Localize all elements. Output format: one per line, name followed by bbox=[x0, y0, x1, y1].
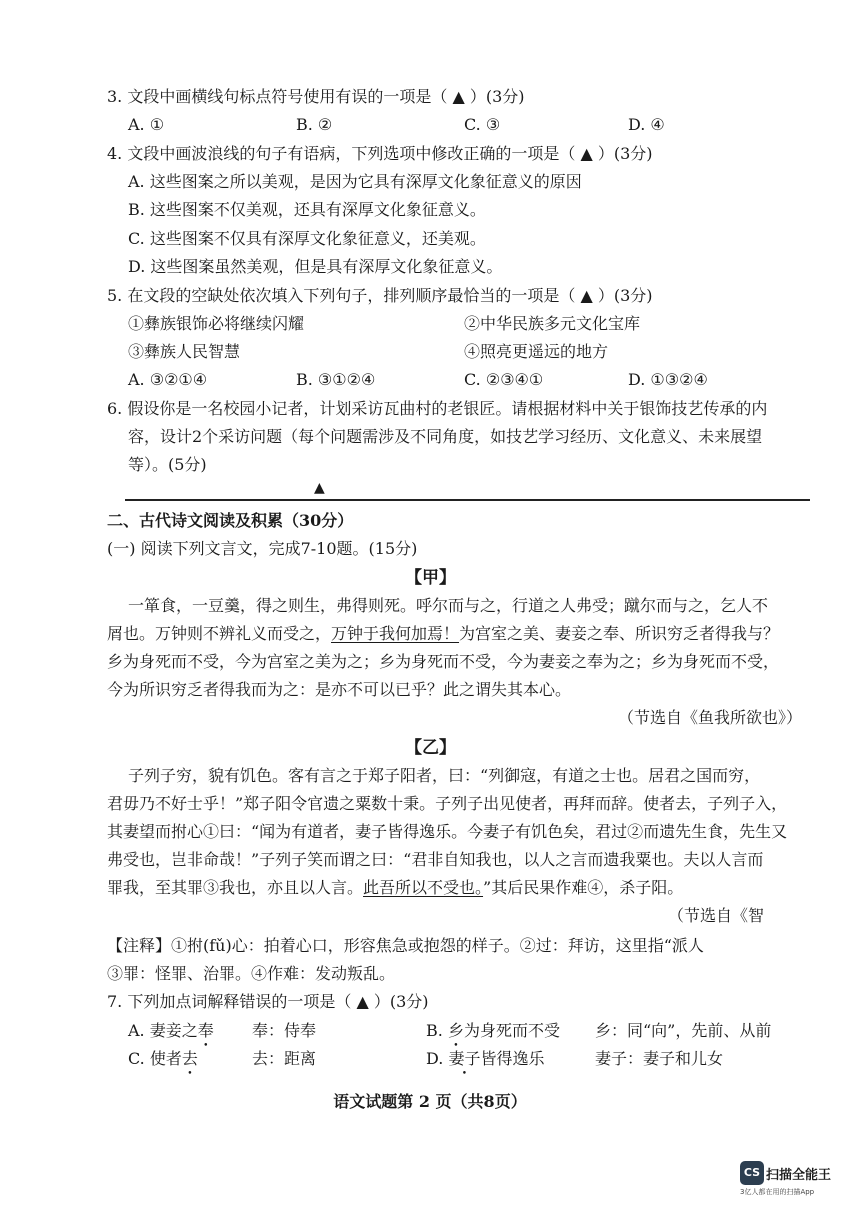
q7-a-dotted-word: 奉 bbox=[197, 1021, 214, 1040]
jia-line-2b: 为宫室之美、妻妾之奉、所识穷乏者得我与？ bbox=[459, 624, 780, 643]
q3-option-b: B. ② bbox=[296, 115, 333, 134]
q5-item-1: ①彝族银饰必将继续闪耀 bbox=[128, 314, 305, 333]
jia-line-2 bbox=[107, 623, 779, 645]
q7-option-b-explain: 乡：同“向”，先前、从前 bbox=[595, 1021, 772, 1040]
yi-underlined-sentence: 此吾所以不受也。 bbox=[363, 878, 484, 897]
answer-mark: ▲ bbox=[314, 480, 325, 496]
q5-option-c: C. ②③④① bbox=[464, 370, 544, 389]
q5-option-d: D. ①③②④ bbox=[628, 370, 708, 389]
watermark-name: 扫描全能王 bbox=[766, 1167, 832, 1183]
passage-jia-label: 【甲】 bbox=[405, 568, 456, 588]
q4-option-d: D. 这些图案虽然美观，但是具有深厚文化象征意义。 bbox=[128, 257, 503, 276]
q5-stem: 5. 在文段的空缺处依次填入下列句子，排列顺序最恰当的一项是（ ▲ ）(3分) bbox=[107, 286, 653, 305]
jia-line-2a: 屑也。万钟则不辨礼义而受之， bbox=[107, 624, 332, 643]
yi-line-1: 子列子穷，貌有饥色。客有言之于郑子阳者，曰：“列御寇，有道之士也。居君之国而穷， bbox=[128, 766, 761, 785]
q3-option-d: D. ④ bbox=[628, 115, 665, 134]
q7-option-a: A. 妻妾之奉 bbox=[128, 1021, 214, 1040]
q5-item-2: ②中华民族多元文化宝库 bbox=[464, 314, 641, 333]
q3-option-c: C. ③ bbox=[464, 115, 501, 134]
part-one-title: (一) 阅读下列文言文，完成7-10题。(15分) bbox=[107, 539, 418, 558]
yi-line-3: 其妻望而拊心①曰：“闻为有道者，妻子皆得逸乐。今妻子有饥色矣，君过②而遗先生食，先生又 bbox=[107, 822, 788, 841]
q5-item-4: ④照亮更遥远的地方 bbox=[464, 342, 609, 361]
q7-option-c-explain: 去：距离 bbox=[252, 1049, 317, 1068]
page-footer: 语文试题第 2 页（共8页） bbox=[333, 1092, 527, 1111]
yi-line-5a: 罪我，至其罪③我也，亦且以人言。 bbox=[107, 878, 364, 897]
q3-option-a: A. ① bbox=[128, 115, 165, 134]
q5-option-b: B. ③①②④ bbox=[296, 370, 376, 389]
q7-option-c: C. 使者去 bbox=[128, 1049, 198, 1068]
scanner-watermark bbox=[740, 1161, 850, 1197]
jia-line-3: 乡为身死而不受，今为宫室之美为之；乡为身死而不受，今为妻妾之奉为之；乡为身死而不受， bbox=[107, 652, 780, 671]
jia-line-4: 今为所识穷乏者得我而为之：是亦不可以已乎？此之谓失其本心。 bbox=[107, 680, 572, 699]
yi-source: （节选自《智 bbox=[668, 906, 765, 925]
passage-yi-label: 【乙】 bbox=[405, 738, 456, 758]
q7-stem: 7. 下列加点词解释错误的一项是（ ▲ ）(3分) bbox=[107, 992, 429, 1011]
notes-line-2: ③罪：怪罪、治罪。④作难：发动叛乱。 bbox=[107, 964, 396, 983]
jia-source: （节选自《鱼我所欲也》） bbox=[618, 708, 803, 727]
q4-stem: 4. 文段中画波浪线的句子有语病，下列选项中修改正确的一项是（ ▲ ）(3分) bbox=[107, 144, 653, 163]
yi-line-4: 弗受也，岂非命哉！”子列子笑而谓之曰：“君非自知我也，以人之言而遗我粟也。夫以人言而 bbox=[107, 850, 764, 869]
q4-option-a: A. 这些图案之所以美观，是因为它具有深厚文化象征意义的原因 bbox=[128, 172, 582, 191]
jia-underlined-sentence: 万钟于我何加焉！ bbox=[331, 624, 460, 643]
q5-item-3: ③彝族人民智慧 bbox=[128, 342, 241, 361]
yi-line-5b: ”其后民果作难④，杀子阳。 bbox=[483, 878, 684, 897]
q7-option-b: B. 乡为身死而不受 bbox=[426, 1021, 560, 1040]
q5-option-a: A. ③②①④ bbox=[128, 370, 208, 389]
q7-option-a-explain: 奉：侍奉 bbox=[252, 1021, 317, 1040]
q6-line-2: 容，设计2个采访问题（每个问题需涉及不同角度，如技艺学习经历、文化意义、未来展望 bbox=[128, 427, 763, 446]
q7-option-d-explain: 妻子：妻子和儿女 bbox=[595, 1049, 724, 1068]
q7-option-d: D. 妻子皆得逸乐 bbox=[426, 1049, 545, 1068]
watermark-slogan: 3亿人都在用的扫描App bbox=[740, 1188, 815, 1196]
q4-option-c: C. 这些图案不仅具有深厚文化象征意义，还美观。 bbox=[128, 229, 486, 248]
yi-line-2: 君毋乃不好士乎！”郑子阳令官遗之粟数十秉。子列子出见使者，再拜而辞。使者去，子列子入， bbox=[107, 794, 788, 813]
q6-line-3: 等）。(5分) bbox=[128, 455, 207, 474]
q4-option-b: B. 这些图案不仅美观，还具有深厚文化象征意义。 bbox=[128, 200, 486, 219]
section-title: 二、古代诗文阅读及积累（30分） bbox=[107, 511, 354, 530]
q7-b-dotted-word: 乡 bbox=[447, 1021, 464, 1040]
camscanner-logo-icon: CS bbox=[740, 1161, 764, 1185]
jia-line-1: 一箪食，一豆羹，得之则生，弗得则死。呼尔而与之，行道之人弗受；蹴尔而与之，乞人不 bbox=[128, 596, 769, 615]
answer-line bbox=[125, 499, 810, 501]
q3-stem: 3. 文段中画横线句标点符号使用有误的一项是（ ▲ ）(3分) bbox=[107, 87, 525, 106]
q6-line-1: 6. 假设你是一名校园小记者，计划采访瓦曲村的老银匠。请根据材料中关于银饰技艺传承的内 bbox=[107, 399, 768, 418]
yi-line-5 bbox=[107, 877, 683, 899]
q7-c-dotted-word: 去 bbox=[181, 1049, 198, 1068]
notes-line-1: 【注释】①拊(fǔ)心：拍着心口，形容焦急或抱怨的样子。②过：拜访，这里指“派人 bbox=[107, 936, 704, 955]
q7-d-dotted-word: 妻子 bbox=[448, 1049, 481, 1068]
